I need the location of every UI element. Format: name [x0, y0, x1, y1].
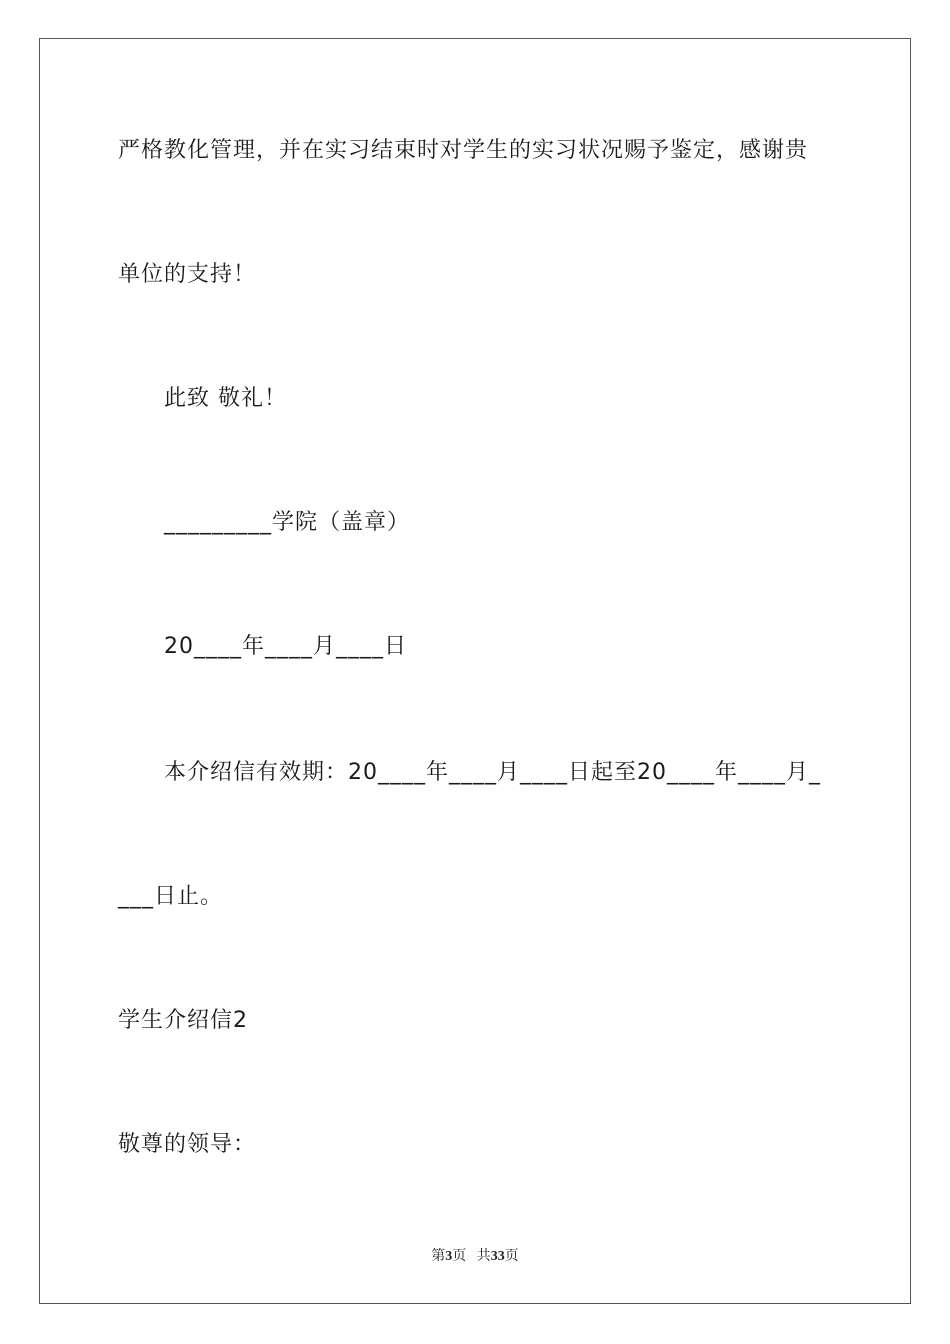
total-page-count: 33: [490, 1249, 505, 1264]
footer-total-suffix: 页: [504, 1249, 519, 1264]
footer-total-prefix: 共: [476, 1249, 491, 1264]
page-border: [39, 38, 911, 1304]
college-seal-line: _________学院（盖章）: [164, 510, 411, 535]
greeting: 敬尊的领导：: [118, 1132, 257, 1157]
current-page-number: 3: [445, 1249, 453, 1264]
body-line-1: 严格教化管理，并在实习结束时对学生的实习状况赐予鉴定，感谢贵: [118, 138, 809, 163]
page-footer: [0, 1245, 950, 1265]
closing-salutation: 此致 敬礼！: [164, 386, 287, 411]
footer-prefix: 第: [431, 1249, 446, 1264]
validity-line-end: ___日止。: [118, 884, 224, 909]
date-line: 20____年____月____日: [164, 634, 407, 659]
section-title: 学生介绍信2: [118, 1008, 248, 1033]
body-line-2: 单位的支持！: [118, 262, 257, 287]
validity-line: 本介绍信有效期：20____年____月____日起至20____年____月_: [164, 760, 821, 785]
footer-page-suffix: 页: [452, 1249, 467, 1264]
